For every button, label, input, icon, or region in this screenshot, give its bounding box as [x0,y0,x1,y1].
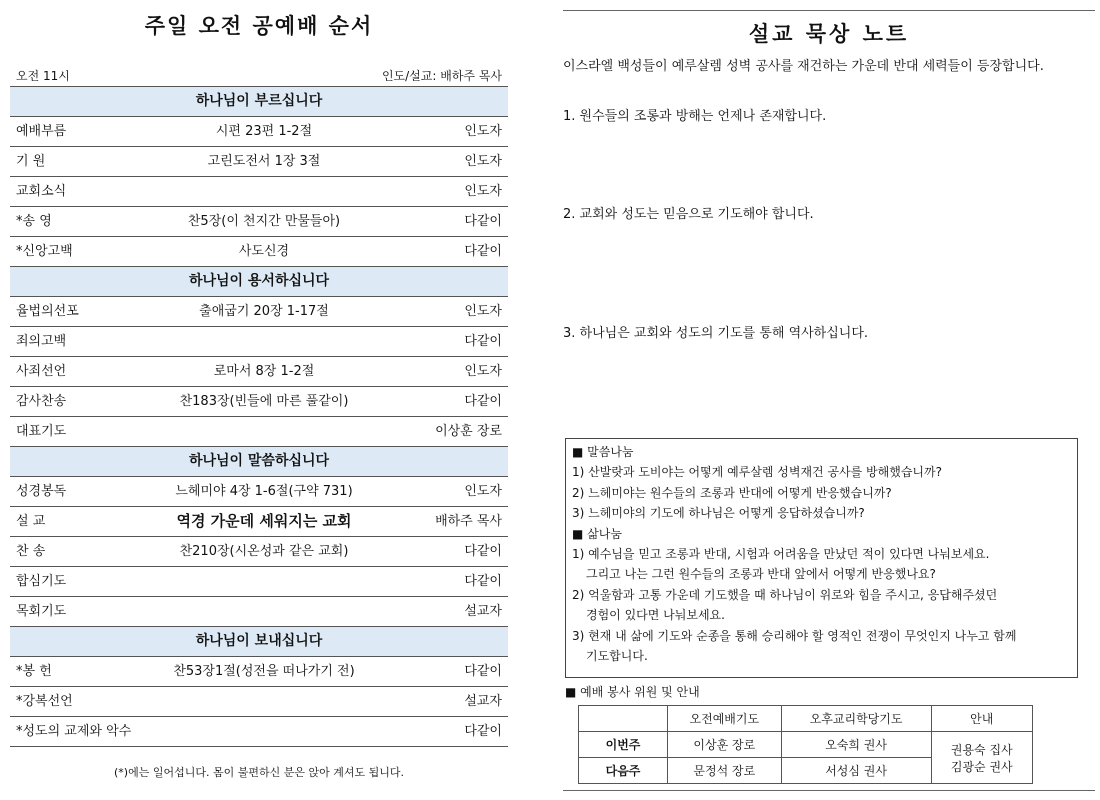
item-by: 다같이 [464,244,502,259]
item-name: *성도의 교제와 악수 [16,724,132,739]
section-header: 하나님이 보내십니다 [10,626,508,656]
item-content: 로마서 8장 1-2절 [213,364,315,379]
item-name: *송 영 [16,214,52,229]
life-sharing-header: ■ 삶나눔 [572,526,622,541]
worship-order-panel [10,0,508,800]
life-question: 1) 예수님을 믿고 조롱과 반대, 시험과 어려움을 만났던 적이 있다면 나눠보세요. [572,546,990,561]
staff-row-label: 이번주 [579,732,668,758]
item-name: 설 교 [16,514,46,529]
life-question-cont: 기도합니다. [586,649,648,663]
item-name: *봉 헌 [16,664,52,679]
staff-row [579,732,1033,758]
item-content: 시편 23편 1-2절 [215,124,313,139]
staff-header-row [579,706,1033,732]
item-by: 다같이 [464,574,502,589]
order-item [10,176,508,206]
staff-morning: 문정석 장로 [668,758,782,784]
order-item [10,326,508,356]
sermon-notes-panel [563,0,1095,800]
staff-col-header [579,706,668,732]
item-by: 인도자 [464,184,502,199]
item-name: 기 원 [16,154,46,169]
order-item [10,416,508,446]
staff-col-header: 오후교리학당기도 [781,706,931,732]
item-name: 감사찬송 [16,394,67,409]
order-item [10,476,508,506]
item-by: 인도자 [464,154,502,169]
item-by: 인도자 [464,304,502,319]
item-name: 죄의고백 [16,334,67,349]
item-content: 역경 가운데 세워지는 교회 [176,512,352,530]
note-point: 3. 하나님은 교회와 성도의 기도를 통해 역사하십니다. [563,326,869,341]
item-content: 고린도전서 1장 3절 [207,154,321,169]
word-sharing-header: ■ 말씀나눔 [572,445,634,459]
notes-intro: 이스라엘 백성들이 예루살렘 성벽 공사를 재건하는 가운데 반대 세력들이 등장합니다. [563,59,1044,74]
item-name: 합심기도 [16,574,67,589]
order-item [10,596,508,626]
item-name: 사죄선언 [16,364,67,379]
item-name: 성경봉독 [16,484,67,499]
order-list [10,86,508,747]
order-item [10,656,508,686]
item-by: 다같이 [464,334,502,349]
word-question: 2) 느헤미야는 원수들의 조롱과 반대에 어떻게 반응했습니까? [572,485,892,500]
staff-afternoon: 오숙희 권사 [781,732,931,758]
item-by: 이상훈 장로 [435,424,502,439]
item-by: 다같이 [464,544,502,559]
item-name: 예배부름 [16,124,67,139]
item-by: 인도자 [464,484,502,499]
order-item [10,206,508,236]
item-content: 찬53장1절(성전을 떠나가기 전) [173,664,355,679]
item-by: 다같이 [464,214,502,229]
item-name: 목회기도 [16,604,67,619]
item-content: 찬210장(시온성과 같은 교회) [179,544,349,559]
life-question-cont: 경험이 있다면 나눠보세요. [586,608,725,622]
item-content: 느헤미야 4장 1-6절(구약 731) [175,484,353,499]
staff-col-header: 안내 [931,706,1032,732]
order-footnote: (*)에는 일어섭니다. 몸이 불편하신 분은 앉아 계셔도 됩니다. [114,766,404,779]
item-content: 찬5장(이 천지간 만물들아) [187,214,341,229]
order-item [10,506,508,536]
order-item [10,536,508,566]
order-item [10,236,508,266]
sharing-box [565,438,1078,678]
item-by: 인도자 [464,124,502,139]
service-time: 오전 11시 [16,69,70,83]
staff-row-label: 다음주 [579,758,668,784]
life-question: 3) 현재 내 삶에 기도와 순종을 통해 승리해야 할 영적인 전쟁이 무엇인지 나누고 함께 [572,628,1017,643]
staff-afternoon: 서성심 권사 [781,758,931,784]
item-by: 배하주 목사 [435,514,502,529]
staff-col-header: 오전예배기도 [668,706,782,732]
section-header: 하나님이 부르십니다 [10,86,508,116]
note-point: 1. 원수들의 조롱과 방해는 언제나 존재합니다. [563,109,827,124]
staff-guide: 김광순 권사 [950,759,1013,774]
order-item [10,566,508,596]
item-by: 설교자 [464,604,502,619]
service-leader: 인도/설교: 배하주 목사 [381,69,502,83]
order-item [10,356,508,386]
item-name: 찬 송 [16,544,46,559]
item-by: 설교자 [464,694,502,709]
order-meta [16,67,502,84]
bottom-divider [563,790,1095,791]
section-header: 하나님이 용서하십니다 [10,266,508,296]
word-question: 3) 느헤미야의 기도에 하나님은 어떻게 응답하셨습니까? [572,506,865,520]
order-item [10,686,508,716]
order-item [10,386,508,416]
item-name: *강복선언 [16,694,73,709]
life-question-cont: 그리고 나는 그런 원수들의 조롱과 반대 앞에서 어떻게 반응했나요? [586,567,936,581]
notes-title: 설교 묵상 노트 [748,22,910,46]
item-name: 율법의선포 [16,304,79,319]
order-title: 주일 오전 공예배 순서 [144,14,374,38]
staff-table [578,705,1033,784]
item-content: 사도신경 [238,244,290,259]
order-item [10,296,508,326]
item-content: 찬183장(빈들에 마른 풀같이) [179,394,349,409]
staff-guides [931,732,1032,784]
order-item [10,146,508,176]
life-question: 2) 억울함과 고통 가운데 기도했을 때 하나님이 위로와 힘을 주시고, 응답해주셨던 [572,587,998,602]
item-name: *신앙고백 [16,244,73,259]
item-by: 다같이 [464,394,502,409]
item-by: 인도자 [464,364,502,379]
item-by: 다같이 [464,724,502,739]
item-by: 다같이 [464,664,502,679]
note-point: 2. 교회와 성도는 믿음으로 기도해야 합니다. [563,207,814,222]
order-item [10,716,508,747]
staff-guide: 권용숙 집사 [950,742,1013,757]
staff-header: ■ 예배 봉사 위원 및 안내 [565,685,700,699]
item-name: 교회소식 [16,184,67,199]
top-divider [563,10,1095,11]
item-name: 대표기도 [16,424,67,439]
order-item [10,116,508,146]
word-question: 1) 산발랏과 도비야는 어떻게 예루살렘 성벽재건 공사를 방해했습니까? [572,465,942,479]
section-header: 하나님이 말씀하십니다 [10,446,508,476]
item-content: 출애굽기 20장 1-17절 [199,304,329,319]
staff-morning: 이상훈 장로 [668,732,782,758]
